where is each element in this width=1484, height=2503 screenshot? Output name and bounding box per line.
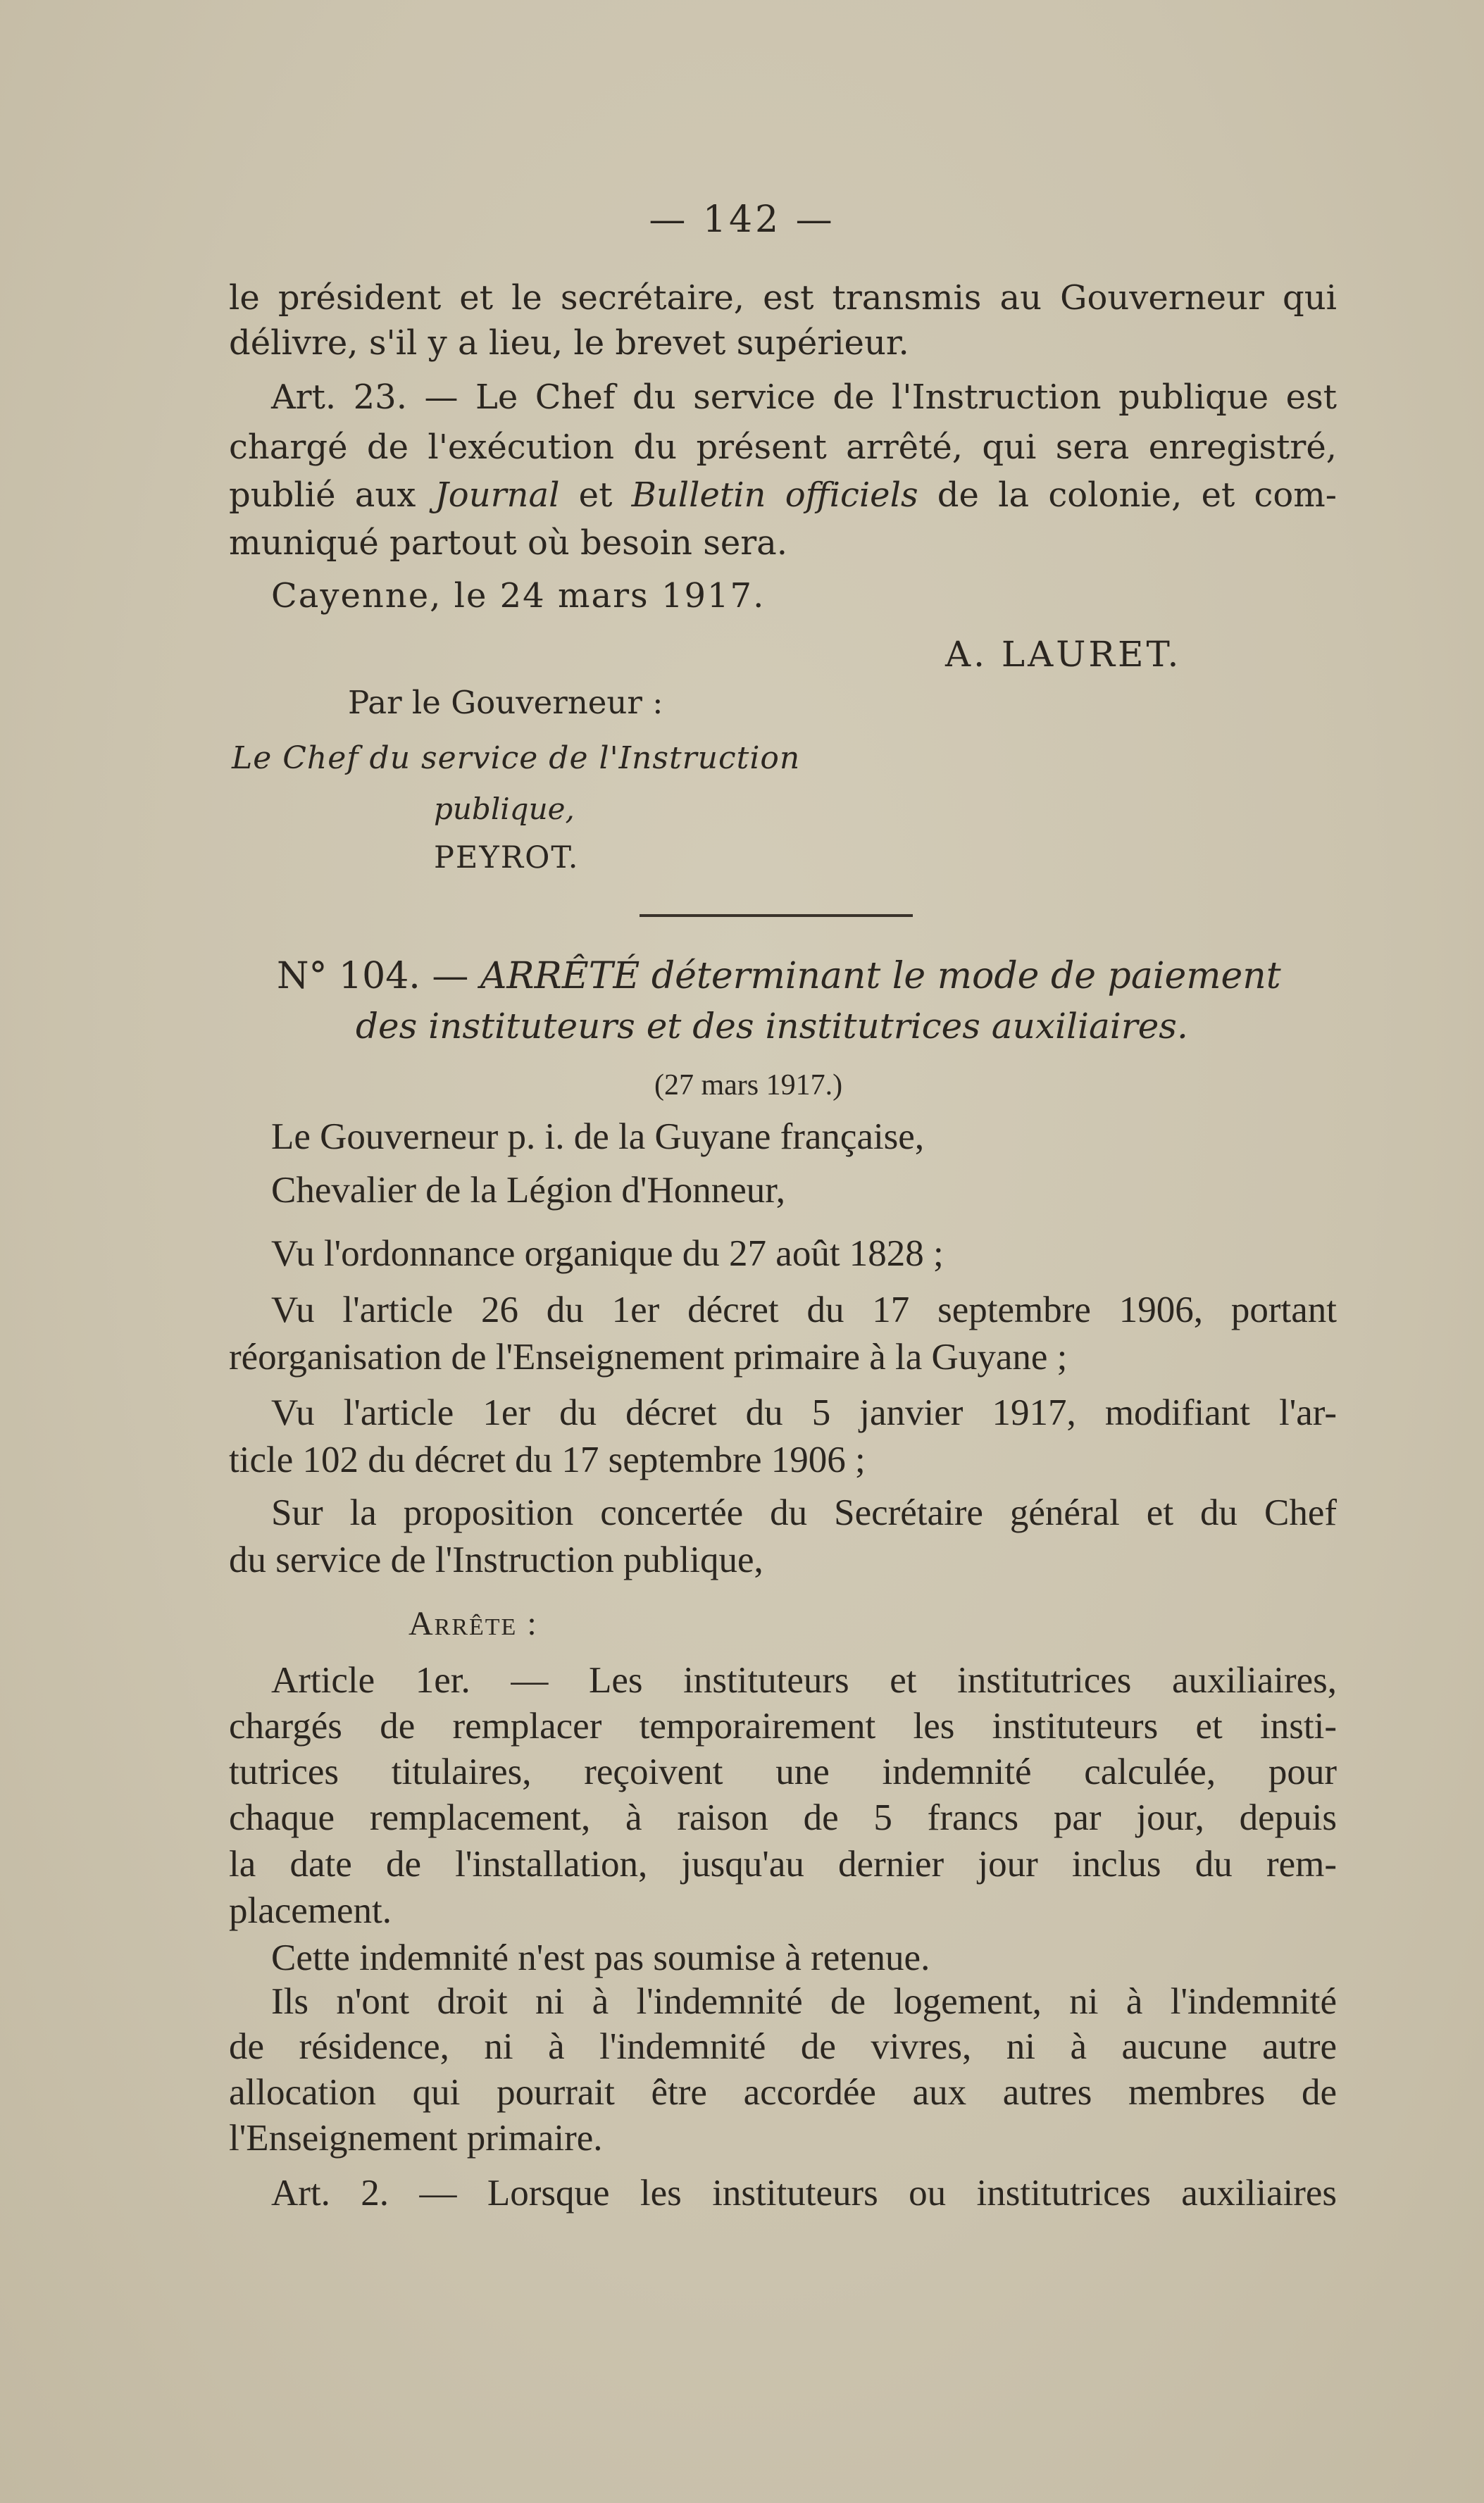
text-segment: et [559, 475, 632, 515]
vu-line: Vu l'ordonnance organique du 27 août 1828 ; [271, 1233, 944, 1274]
droit-line: de résidence, ni à l'indemnité de vivres, ni à aucune autre [229, 2026, 1337, 2067]
par-le-gouverneur: Par le Gouverneur : [348, 684, 663, 721]
text-line: le président et le secrétaire, est transmis au Gouverneur qui [229, 278, 1337, 318]
chef-du-service-line: Le Chef du service de l'Instruction [232, 740, 801, 776]
droit-line: allocation qui pourrait être accordée aux autres membres de [229, 2072, 1337, 2113]
arrete-title-line2: des instituteurs et des institutrices auxiliaires. [356, 1006, 1188, 1047]
arrete-title: ARRÊTÉ déterminant le mode de paiement [480, 955, 1281, 997]
article1-line: la date de l'installation, jusqu'au dernier jour inclus du rem- [229, 1844, 1337, 1885]
text-segment: publié aux [229, 475, 435, 515]
arrete-heading: Arrête : [409, 1605, 538, 1642]
gouverneur-line: Le Gouverneur p. i. de la Guyane française, [271, 1116, 925, 1157]
text-line: délivre, s'il y a lieu, le brevet supérieur. [229, 323, 909, 363]
arrete-date: (27 mars 1917.) [654, 1069, 843, 1101]
article1-line: tutrices titulaires, reçoivent une indemnité calculée, pour [229, 1752, 1337, 1792]
indemnite-line: Cette indemnité n'est pas soumise à retenue. [271, 1937, 930, 1978]
art2-line: Art. 2. — Lorsque les instituteurs ou institutrices auxiliaires [271, 2173, 1337, 2214]
section-divider [640, 914, 913, 917]
art23-line [229, 475, 1337, 515]
text-segment: de la colonie, et com- [918, 475, 1337, 515]
gouverneur-line: Chevalier de la Légion d'Honneur, [271, 1170, 786, 1211]
droit-line: l'Enseignement primaire. [229, 2118, 603, 2159]
art23-line: chargé de l'exécution du présent arrêté, qui sera enregistré, [229, 427, 1337, 467]
droit-line: Ils n'ont droit ni à l'indemnité de logement, ni à l'indemnité [271, 1981, 1337, 2022]
art23-line: muniqué partout où besoin sera. [229, 523, 788, 563]
signature-peyrot: PEYROT. [434, 840, 580, 875]
page-number: — 142 — [649, 199, 835, 241]
arrete-number: N° 104. — [277, 955, 480, 997]
article1-line: chargés de remplacer temporairement les instituteurs et insti- [229, 1706, 1337, 1747]
article1-line: Article 1er. — Les instituteurs et institutrices auxiliaires, [271, 1660, 1337, 1701]
vu-line: Vu l'article 1er du décret du 5 janvier 1917, modifiant l'ar- [271, 1392, 1337, 1433]
article1-line: chaque remplacement, à raison de 5 francs par jour, depuis [229, 1797, 1337, 1838]
arrete-title-line1 [277, 955, 1281, 997]
vu-line: Vu l'article 26 du 1er décret du 17 septembre 1906, portant [271, 1290, 1337, 1330]
place-date: Cayenne, le 24 mars 1917. [271, 576, 766, 616]
art23-line: Art. 23. — Le Chef du service de l'Instruction publique est [271, 377, 1337, 417]
signature-lauret: A. LAURET. [945, 634, 1182, 675]
bulletin-italic: Bulletin officiels [631, 475, 918, 515]
chef-du-service-line: publique, [434, 792, 575, 826]
article1-line: placement. [229, 1890, 392, 1931]
vu-line: ticle 102 du décret du 17 septembre 1906 ; [229, 1440, 866, 1480]
vu-line: réorganisation de l'Enseignement primaire à la Guyane ; [229, 1337, 1068, 1378]
journal-italic: Journal [435, 475, 560, 515]
sur-line: du service de l'Instruction publique, [229, 1540, 763, 1580]
sur-line: Sur la proposition concertée du Secrétaire général et du Chef [271, 1492, 1337, 1533]
